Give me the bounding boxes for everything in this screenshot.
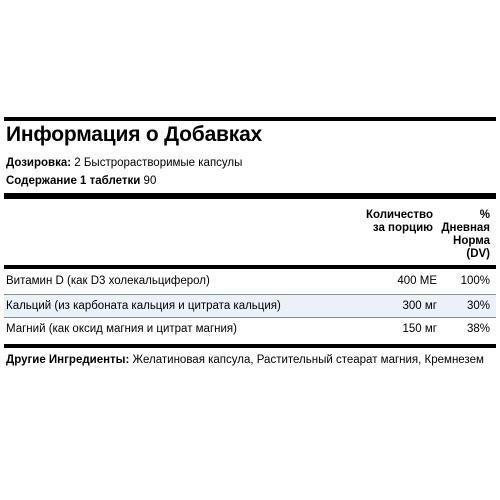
- panel-title: Информация о Добавках: [6, 123, 263, 146]
- dv-header-line: (DV): [466, 248, 490, 260]
- other-ingredients-value: Желатиновая капсула, Растительный стеарат магния, Кремнезем: [132, 354, 484, 366]
- servings-value: 90: [143, 175, 157, 187]
- amount-header-line: Количество: [365, 209, 433, 221]
- other-ingredients-label: Другие Ингредиенты:: [6, 354, 130, 366]
- nutrient-name: Магний (как оксид магния и цитрат магния): [6, 323, 237, 335]
- header-rule: [4, 193, 496, 199]
- nutrient-dv: 100%: [460, 275, 490, 287]
- amount-header-line: за порцию: [372, 222, 433, 234]
- dv-header-line: %: [479, 209, 490, 221]
- nutrient-name: Витамин D (как D3 холекальциферол): [6, 275, 210, 287]
- dosage-label: Дозировка:: [6, 157, 72, 169]
- nutrient-amount: 300 мг: [402, 300, 437, 312]
- nutrient-row: [4, 270, 496, 294]
- servings-line: [6, 174, 156, 188]
- dv-header-line: Дневная: [441, 222, 490, 234]
- table-bottom-rule: [4, 344, 496, 348]
- nutrient-name: Кальций (из карбоната кальция и цитрата кальция): [6, 300, 281, 312]
- table-top-rule: [4, 265, 496, 269]
- amount-column-header: [366, 209, 433, 235]
- dosage-line: [6, 156, 242, 170]
- top-rule: [4, 117, 496, 121]
- dv-column-header: [441, 209, 490, 261]
- dosage-value: 2 Быстрорастворимые капсулы: [74, 157, 243, 169]
- nutrient-dv: 38%: [466, 323, 490, 335]
- nutrient-amount: 150 мг: [402, 323, 437, 335]
- nutrient-row: [4, 294, 496, 318]
- nutrient-amount: 400 МЕ: [397, 275, 437, 287]
- nutrient-row: [4, 318, 496, 342]
- dv-header-line: Норма: [453, 235, 490, 247]
- other-ingredients: [6, 353, 484, 367]
- servings-label: Содержание 1 таблетки: [6, 175, 141, 187]
- nutrient-dv: 30%: [466, 300, 490, 312]
